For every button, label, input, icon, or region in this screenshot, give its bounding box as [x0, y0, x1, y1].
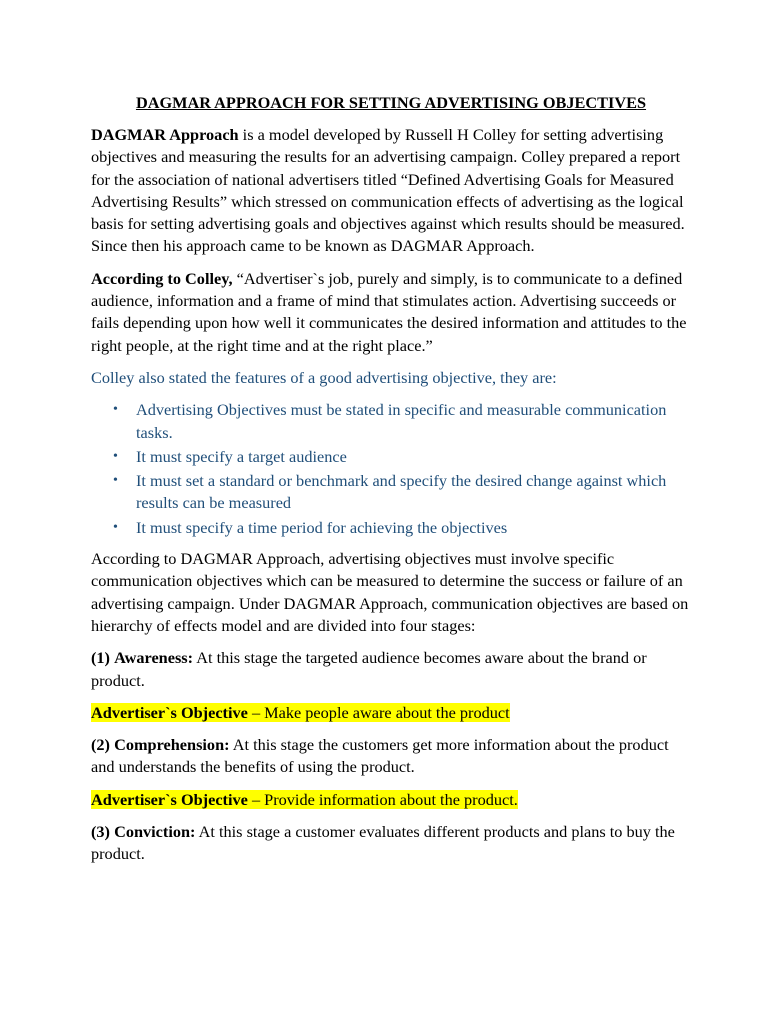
bullet-icon: •: [113, 402, 118, 418]
list-item: [91, 517, 691, 539]
list-item: [91, 470, 691, 515]
colley-quote-lead: According to Colley,: [91, 268, 233, 288]
highlighted-objective: [91, 790, 518, 809]
list-item-text: Advertising Objectives must be stated in specific and measurable communication tasks.: [136, 400, 667, 442]
stage-number: (2): [91, 735, 110, 755]
objective-text: – Make people aware about the product: [247, 702, 510, 722]
intro-lead: DAGMAR Approach: [91, 125, 239, 144]
objective-label: Advertiser`s Objective: [91, 702, 248, 722]
stage-text: At this stage the targeted audience becomes aware about the brand or product.: [91, 648, 647, 690]
list-item-text: It must specify a target audience: [136, 446, 347, 466]
bullet-icon: •: [113, 519, 118, 535]
stages-intro: According to DAGMAR Approach, advertising objectives must involve specific communication objectives which can be measured to determine the success or failure of an advertising campaign. Under DAGMAR Approach, communication objectives are based on hierarchy of effects model and are divided into four stages:: [91, 549, 689, 635]
document-page: [91, 92, 691, 876]
list-item: [91, 399, 691, 444]
colley-quote-text: “Advertiser`s job, purely and simply, is to communicate to a defined audience, information and a frame of mind that stimulates action. Advertising succeeds or fails depending upon how well it communicates the desired information and attitudes to the right people, at the right time and at the right place.”: [91, 268, 687, 355]
intro-text: is a model developed by Russell H Colley for setting advertising objectives and measuring the results for an advertising campaign. Colley prepared a report for the association of national advertisers titled “Defined Advertising Goals for Measured Advertising Results” which stressed on communication effects of advertising as the logical basis for setting advertising goals and objectives against which results should be measured. Since then his approach came to be known as DAGMAR Approach.: [91, 125, 685, 256]
document-title: DAGMAR APPROACH FOR SETTING ADVERTISING OBJECTIVES: [135, 93, 647, 112]
stage-awareness: [91, 647, 691, 692]
highlighted-objective: [91, 703, 510, 722]
stage-text: At this stage a customer evaluates different products and plans to buy the product.: [91, 822, 675, 864]
stage-conviction: [91, 821, 691, 866]
stage-name: Comprehension:: [114, 735, 230, 755]
colley-quote-paragraph: [91, 268, 691, 357]
stage-number: (3): [91, 822, 110, 842]
list-item: [91, 446, 691, 468]
list-item-text: It must set a standard or benchmark and specify the desired change against which results can be measured: [136, 471, 667, 513]
stage-name: Conviction:: [114, 822, 196, 842]
objective-awareness: [91, 702, 691, 724]
intro-paragraph: [91, 124, 691, 258]
objective-comprehension: [91, 789, 691, 811]
stage-name: Awareness:: [114, 648, 194, 668]
bullet-icon: •: [113, 448, 118, 464]
features-intro: Colley also stated the features of a good advertising objective, they are:: [91, 367, 557, 387]
bullet-icon: •: [113, 473, 118, 489]
objective-label: Advertiser`s Objective: [91, 789, 248, 809]
stage-number: (1): [91, 648, 110, 668]
list-item-text: It must specify a time period for achieving the objectives: [136, 517, 508, 537]
stage-comprehension: [91, 734, 691, 779]
objective-text: – Provide information about the product.: [247, 789, 518, 809]
stage-text: At this stage the customers get more information about the product and understands the benefits of using the product.: [91, 735, 669, 777]
features-list: [91, 399, 691, 539]
